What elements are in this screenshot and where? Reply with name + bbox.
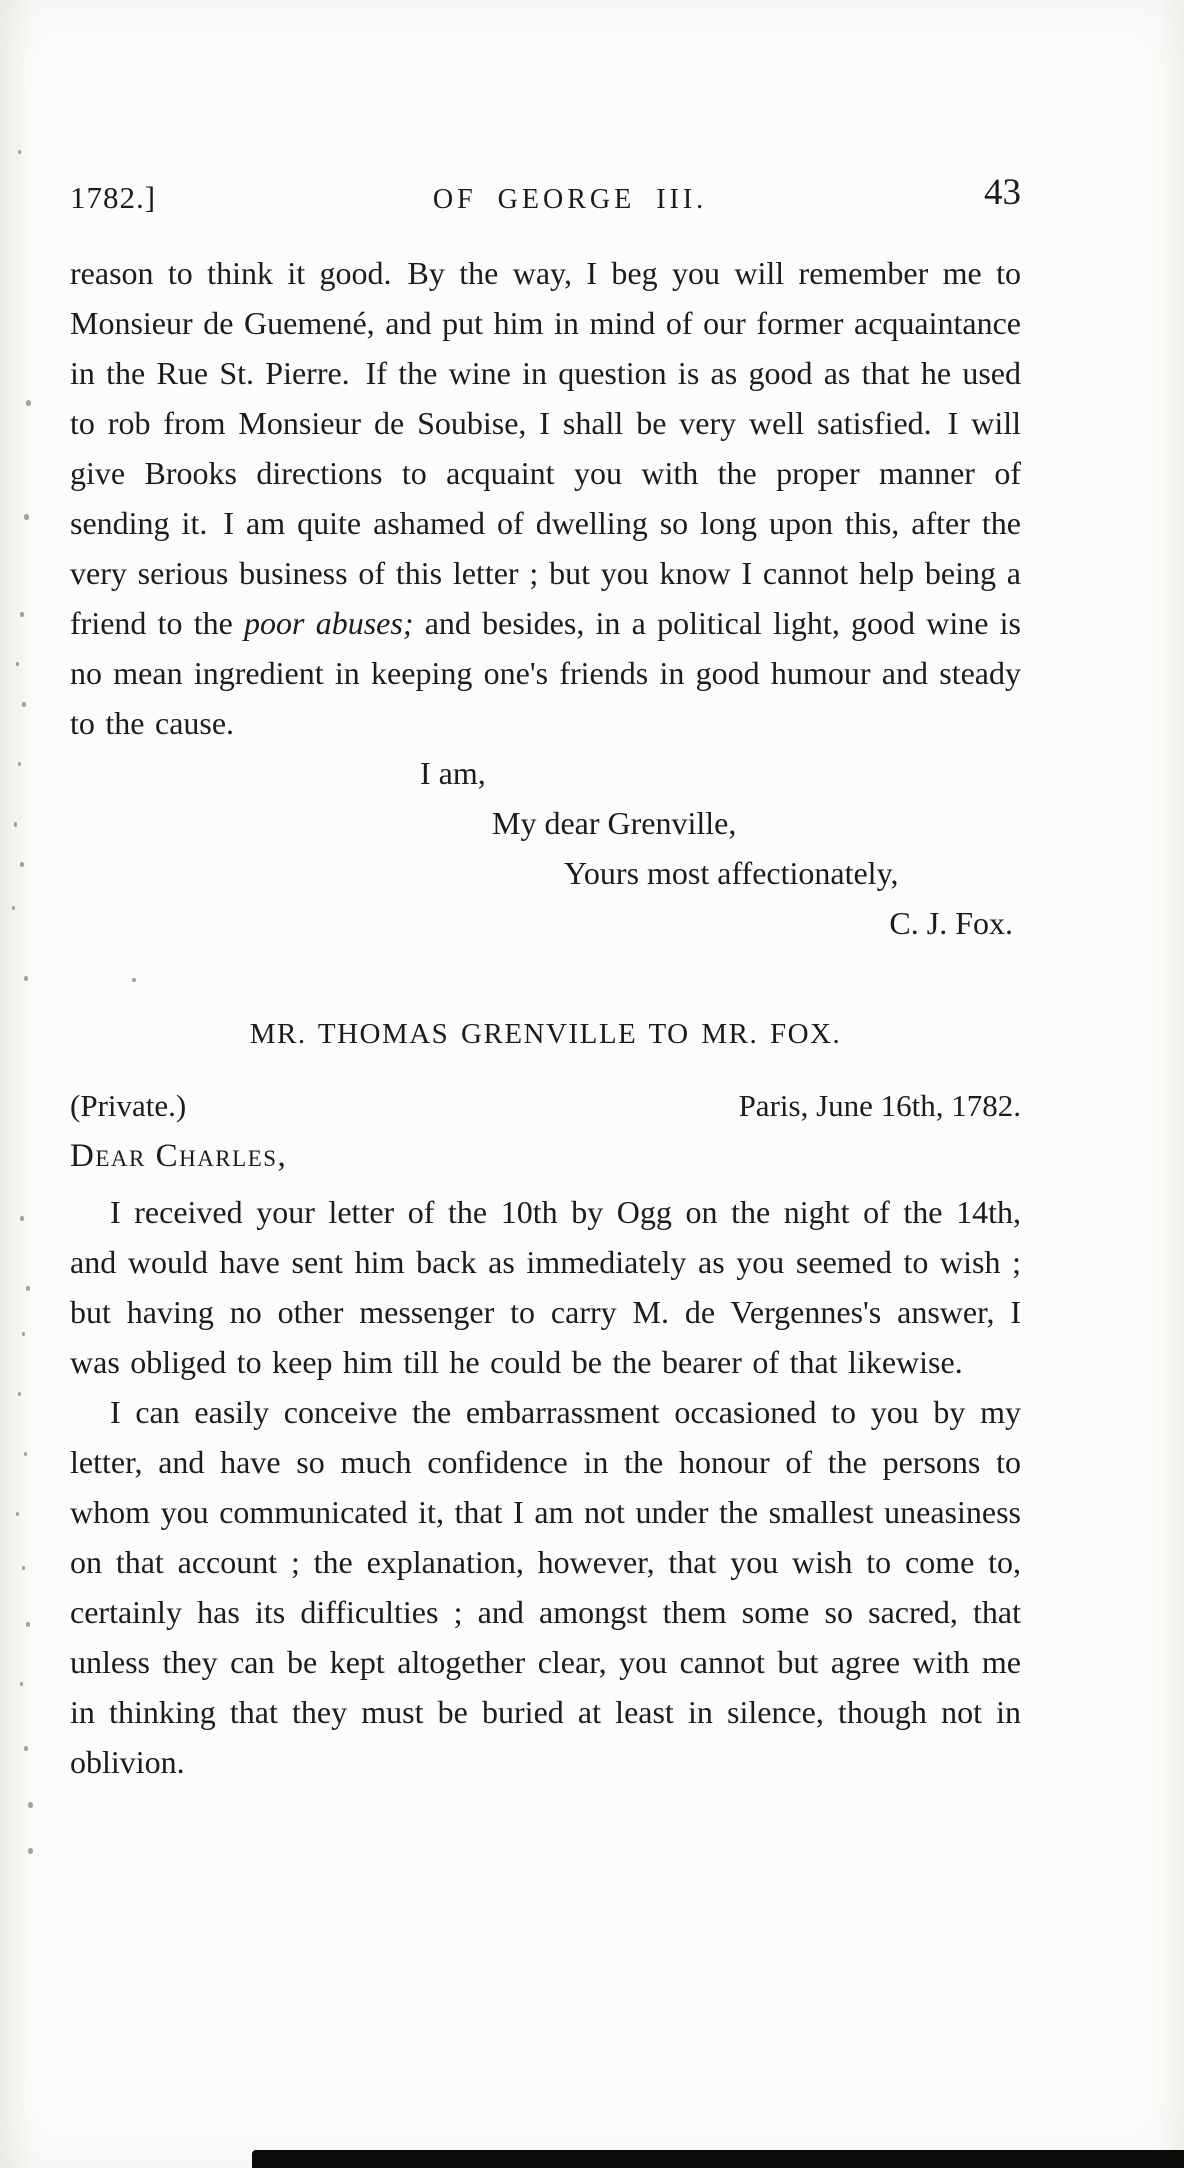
closing-line-i-am: I am,	[420, 755, 486, 791]
scan-speck	[18, 150, 21, 154]
scan-speck	[28, 1802, 33, 1808]
page-number: 43	[983, 172, 1021, 213]
closing-line-signature: C. J. Fox.	[889, 905, 1013, 941]
scan-speck	[12, 906, 15, 910]
scan-speck	[132, 978, 136, 982]
scan-speck	[28, 1848, 33, 1854]
scan-speck	[20, 612, 24, 617]
scan-speck	[26, 400, 31, 406]
scan-speck	[26, 1286, 30, 1291]
scan-speck	[16, 1512, 19, 1516]
closing-line-addressee: My dear Grenville,	[492, 805, 737, 841]
scan-edge-bar	[252, 2150, 1184, 2168]
scan-speck	[24, 514, 29, 520]
running-header-title: OF GEORGE III.	[432, 184, 708, 215]
running-header	[70, 172, 1021, 218]
closing-line-valediction: Yours most affectionately,	[564, 855, 899, 891]
letter1-text-before-italic: reason to think it good. By the way, I beg you will remember me to Monsieur de Guemené, and put him in mind of our former acquaintance in the Rue St. Pierre. If the wine in question is as good as that he used to rob from Monsieur de Soubise, I shall be very well satisfied. I will give Brooks directions to acquaint you with the proper manner of sending it. I am quite ashamed of dwelling so long upon this, after the very serious business of this letter ; but you know I cannot help being a friend to the	[70, 255, 1021, 641]
scan-speck	[22, 1332, 25, 1336]
running-header-date: 1782.]	[70, 180, 157, 215]
scan-speck	[16, 662, 19, 666]
letter1-closing-block	[70, 748, 1021, 948]
scan-speck	[20, 1682, 23, 1686]
scan-speck	[20, 1216, 24, 1221]
scan-speck	[20, 862, 24, 867]
letter1-italic-phrase: poor abuses;	[244, 605, 414, 641]
letter1-text-after-italic: and besides, in a political light, good wine is no mean ingredient in keeping one's friends in good humour and steady to the cause.	[70, 605, 1022, 741]
letter2-paragraph-2: I can easily conceive the embarrassment occasioned to you by my letter, and have so much confidence in the honour of the persons to whom you communicated it, that I am not under the smallest uneasiness on that account ; the explanation, however, that you wish to come to, certainly has its difficulties ; and amongst them some so sacred, that unless they can be kept altogether clear, you cannot but agree with me in thinking that they must be buried at least in silence, though not in oblivion.	[70, 1394, 1021, 1780]
letter2-paragraph-1: I received your letter of the 10th by Ogg on the night of the 14th, and would have sent him back as immediately as you seemed to wish ; but having no other messenger to carry M. de Vergennes's answer, I was obliged to keep him till he could be the bearer of that likewise.	[70, 1194, 1021, 1380]
scan-speck	[24, 1746, 28, 1751]
letter2-meta-row	[70, 1083, 1021, 1129]
letter2-heading: MR. THOMAS GRENVILLE TO MR. FOX.	[249, 1018, 842, 1050]
letter2-dateline: Paris, June 16th, 1782.	[738, 1088, 1021, 1123]
scan-speck	[22, 1566, 25, 1570]
scan-speck	[24, 1452, 27, 1456]
scan-speck	[24, 976, 28, 981]
scan-speck	[18, 762, 21, 766]
letter1-body-paragraph	[70, 248, 1021, 748]
letter2-private-note: (Private.)	[70, 1088, 187, 1123]
letter2-salutation: Dear Charles,	[70, 1138, 288, 1174]
scan-speck	[26, 1622, 30, 1627]
scan-speck	[14, 822, 17, 827]
scan-speck	[18, 1392, 21, 1396]
scan-speck	[22, 702, 26, 707]
